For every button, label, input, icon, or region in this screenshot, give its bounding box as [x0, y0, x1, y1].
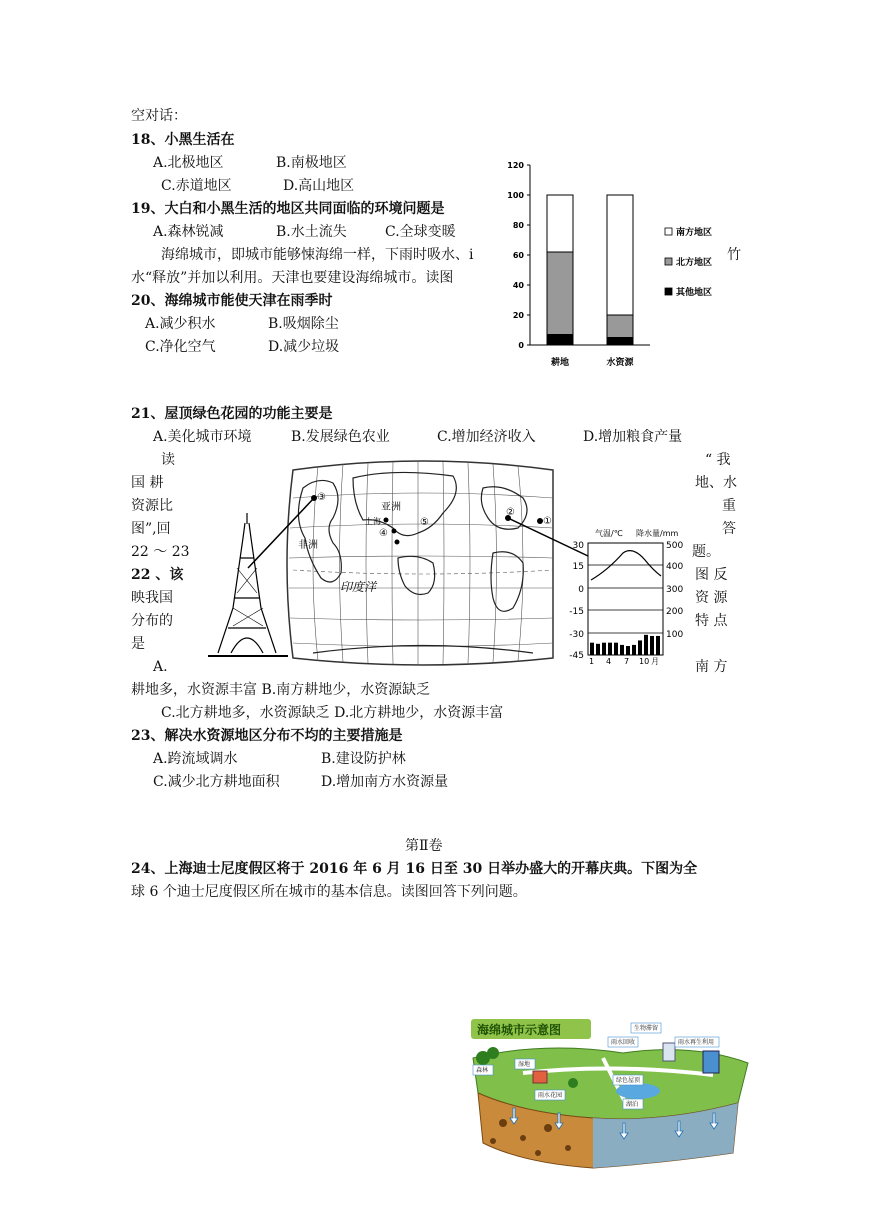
- label-indian-ocean: 印度洋: [340, 580, 377, 594]
- precip-tick-200: 200: [666, 607, 684, 617]
- question-24-text: 24、上海迪士尼度假区将于 2016 年 6 月 16 日至 30 日举办盛大的开幕庆典。下图为全: [131, 861, 698, 877]
- question-24-line2: 球 6 个迪士尼度假区所在城市的基本信息。读图回答下列问题。: [131, 884, 527, 900]
- wrap-right-4: 答: [722, 521, 736, 537]
- precip-bar: [656, 636, 660, 655]
- question-20: 20、海绵城市能使天津在雨季时: [131, 293, 333, 309]
- label-bio-retention: 生物滞留: [634, 1025, 659, 1032]
- bar-segment: [547, 252, 573, 335]
- option-22cd: C.北方耕地多，水资源缺乏 D.北方耕地少，水资源丰富: [161, 705, 504, 721]
- label-green-roof: 绿色屋顶: [616, 1077, 641, 1084]
- y-tick-label: 20: [512, 311, 524, 320]
- option-19b: B.水土流失: [276, 224, 347, 240]
- marker-4b-dot: [395, 540, 400, 545]
- bar-segment: [607, 315, 633, 338]
- marker-shanghai: [384, 518, 389, 523]
- eiffel-tower-icon: [208, 513, 288, 656]
- precip-tick-500: 500: [666, 541, 684, 551]
- wrap-left-10: A.: [153, 659, 168, 675]
- month-tick-unit: 月: [651, 657, 659, 666]
- precip-bar: [614, 643, 618, 655]
- option-18b: B.南极地区: [276, 155, 347, 171]
- category-label: 水资源: [606, 358, 634, 368]
- option-20d: D.减少垃圾: [268, 339, 340, 355]
- legend-label: 北方地区: [676, 258, 713, 268]
- wrap-left-4: 图”,回: [131, 521, 171, 537]
- world-map-figure: [193, 458, 693, 668]
- bar-segment: [607, 338, 633, 346]
- temp-tick-30: 30: [572, 541, 584, 551]
- wrap-right-2: 地、水: [695, 475, 737, 491]
- bar-segment: [547, 195, 573, 252]
- month-tick-4: 4: [606, 657, 612, 666]
- wrap-left-7: 映我国: [131, 590, 173, 606]
- climate-temp-label: 气温/℃: [595, 529, 623, 538]
- precip-tick-100: 100: [666, 630, 684, 640]
- resource-bar-chart: [490, 155, 740, 375]
- option-21a: A.美化城市环境: [153, 429, 252, 445]
- sponge-text-2: 水“释放”并加以利用。天津也要建设海绵城市。读图: [131, 270, 454, 286]
- marker-2: ②: [506, 507, 515, 518]
- wrap-left-6: 22 、该: [131, 567, 184, 583]
- sponge-city-figure: [463, 1013, 753, 1171]
- option-21b: B.发展绿色农业: [291, 429, 390, 445]
- lake: [616, 1083, 660, 1099]
- option-23c: C.减少北方耕地面积: [153, 774, 280, 790]
- wrap-right-10: 南 方: [695, 659, 728, 675]
- label-africa: 非洲: [298, 540, 318, 551]
- precip-bar: [650, 636, 654, 655]
- intro-line: 空对话：: [131, 108, 187, 124]
- precip-bar: [620, 645, 624, 655]
- wrap-right-7: 资 源: [695, 590, 728, 606]
- wrap-left-2: 国 耕: [131, 475, 164, 491]
- temp-tick-m30: -30: [569, 630, 584, 640]
- option-20c: C.净化空气: [145, 339, 216, 355]
- precip-bar: [626, 646, 630, 655]
- marker-3: ③: [317, 492, 326, 503]
- legend-swatch: [665, 288, 672, 295]
- bar-segment: [607, 195, 633, 315]
- chart-bars: [547, 195, 633, 345]
- category-label: 耕地: [550, 358, 570, 368]
- legend-label: 其他地区: [676, 288, 713, 298]
- wrap-left-3: 资源比: [131, 498, 173, 514]
- temp-tick-15: 15: [572, 562, 584, 572]
- option-21d: D.增加粮食产量: [583, 429, 683, 445]
- option-23b: B.建设防护林: [321, 751, 406, 767]
- label-lake: 湖泊: [626, 1101, 639, 1108]
- option-22ab: 耕地多，水资源丰富 B.南方耕地少，水资源缺乏: [131, 682, 431, 698]
- chart-legend: [665, 226, 712, 298]
- precip-bar: [590, 643, 594, 655]
- question-23: 23、解决水资源地区分布不均的主要措施是: [131, 728, 403, 744]
- temp-tick-m15: -15: [569, 607, 584, 617]
- bar-segment: [547, 335, 573, 346]
- option-20a: A.减少积水: [145, 316, 216, 332]
- temp-tick-0: 0: [578, 585, 584, 595]
- precip-bar: [632, 645, 636, 655]
- temp-tick-m45: -45: [569, 651, 584, 661]
- legend-label: 南方地区: [676, 228, 713, 238]
- y-tick-label: 80: [512, 221, 524, 230]
- wrap-left-9: 是: [131, 636, 145, 652]
- option-21c: C.增加经济收入: [437, 429, 536, 445]
- marker-4-dot: [392, 529, 397, 534]
- sponge-text-1-tail: 竹: [727, 247, 741, 263]
- precip-bar: [596, 644, 600, 655]
- label-wetland: 湿地: [518, 1061, 531, 1068]
- question-21: 21、屋顶绿色花园的功能主要是: [131, 406, 333, 422]
- label-rain-reuse: 雨水再生利用: [678, 1039, 715, 1046]
- legend-swatch: [665, 258, 672, 265]
- question-18: 18、小黑生活在: [131, 132, 235, 148]
- y-tick-label: 0: [518, 341, 524, 350]
- climate-chart: [569, 528, 683, 666]
- marker-4: ④: [379, 528, 388, 539]
- wrap-right-1: “ 我: [705, 452, 731, 468]
- precip-bar: [638, 640, 642, 655]
- wrap-right-5: 题。: [692, 544, 720, 560]
- month-tick-1: 1: [589, 657, 595, 666]
- precip-bar: [602, 643, 606, 655]
- sponge-text-1: 海绵城市，即城市能够悚海绵一样，下雨时吸水、i: [161, 247, 474, 263]
- y-tick-label: 60: [512, 251, 524, 260]
- question-24-line1: [131, 859, 741, 879]
- section-title: 第Ⅱ卷: [405, 838, 443, 854]
- option-18a: A.北极地区: [153, 155, 224, 171]
- label-rain-recovery: 雨水回收: [611, 1039, 636, 1046]
- sponge-title: 海绵城市示意图: [477, 1023, 562, 1037]
- y-tick-label: 120: [507, 161, 524, 170]
- option-23a: A.跨流域调水: [153, 751, 238, 767]
- label-asia: 亚洲: [381, 502, 401, 513]
- option-23d: D.增加南方水资源量: [321, 774, 449, 790]
- month-tick-10: 10: [639, 657, 650, 666]
- question-19: 19、大白和小黑生活的地区共同面临的环境问题是: [131, 201, 445, 217]
- wrap-right-8: 特 点: [695, 613, 728, 629]
- wrap-left-5: 22 ～ 23: [131, 544, 190, 560]
- climate-precip-label: 降水量/mm: [636, 529, 679, 538]
- marker-5: ⑤: [420, 517, 429, 528]
- precip-tick-400: 400: [666, 562, 684, 572]
- option-18d: D.高山地区: [283, 178, 355, 194]
- legend-swatch: [665, 228, 672, 235]
- label-shanghai: 上海: [365, 517, 381, 526]
- wrap-right-6: 图 反: [695, 567, 728, 583]
- y-tick-label: 40: [512, 281, 524, 290]
- precip-bar: [644, 635, 648, 655]
- label-rain-garden: 雨水花园: [538, 1092, 563, 1099]
- option-18c: C.赤道地区: [161, 178, 232, 194]
- marker-1: ①: [543, 516, 552, 527]
- wrap-right-3: 重: [722, 498, 736, 514]
- label-forest: 森林: [476, 1067, 489, 1074]
- y-tick-label: 100: [507, 191, 524, 200]
- option-20b: B.吸烟除尘: [268, 316, 339, 332]
- chart-category-labels: [551, 356, 635, 368]
- option-19c: C.全球变暖: [385, 224, 456, 240]
- month-tick-7: 7: [624, 657, 630, 666]
- wrap-left-8: 分布的: [131, 613, 173, 629]
- wrap-left-1: 读: [161, 452, 175, 468]
- option-19a: A.森林锐减: [153, 224, 224, 240]
- precip-tick-300: 300: [666, 585, 684, 595]
- precip-bar: [608, 643, 612, 655]
